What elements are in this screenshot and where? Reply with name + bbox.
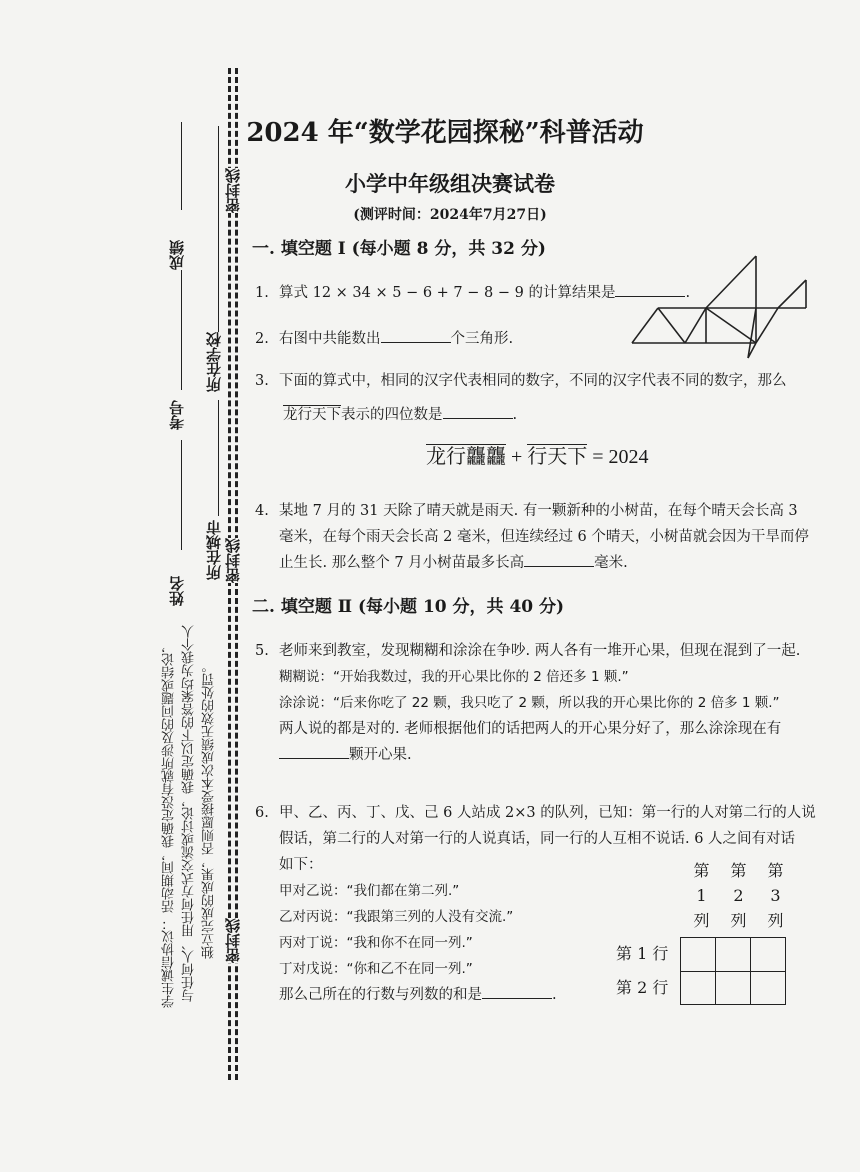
- paper-subtitle: 小学中年级组决赛试卷: [345, 171, 555, 196]
- seal-line-label-middle: 密封线: [224, 538, 242, 583]
- grid-cell: [716, 938, 751, 972]
- integrity-agreement-line-1: 学生诚信协议： 活动期间，我确定没有就所涉及的问题或结论，: [162, 640, 177, 1009]
- answer-blank[interactable]: [482, 984, 552, 999]
- integrity-agreement-line-3: 独立完成的成果，否则愿接受本次成绩无效的处罚。: [202, 660, 217, 959]
- question-5-line-2: 糊糊说：“开始我数过，我的开心果比你的 2 倍还多 1 颗.”: [279, 669, 629, 685]
- question-6-dialogue-2: 乙对丙说：“我跟第三列的人没有交流.”: [279, 909, 514, 925]
- col-header-num: 3: [770, 886, 781, 905]
- col-header-top: 第: [767, 861, 784, 880]
- question-number: 2.: [255, 331, 269, 347]
- grid-row-label-1: 第 1 行: [616, 944, 669, 963]
- city-blank-line: [218, 400, 219, 516]
- lineup-grid: [680, 937, 786, 1005]
- grid-row-label-2: 第 2 行: [616, 978, 669, 997]
- question-3-line-1: 下面的算式中，相同的汉字代表相同的数字，不同的汉字代表不同的数字，那么: [279, 373, 787, 389]
- col-header-num: 2: [733, 886, 744, 905]
- question-6-dialogue-3: 丙对丁说：“我和你不在同一列.”: [279, 935, 473, 951]
- name-blank-line: [181, 440, 182, 550]
- answer-blank[interactable]: [381, 328, 451, 343]
- test-time: (测评时间：2024年7月27日): [353, 207, 547, 223]
- integrity-agreement-line-2: 与任何人、用任何方式交流或讨论，我确定以下的答案均为我个人: [182, 625, 197, 1002]
- seal-line-label-top: 密封线: [224, 168, 242, 213]
- figure-edge: [632, 308, 658, 343]
- figure-edge: [658, 308, 685, 343]
- col-header-bottom: 列: [730, 911, 747, 930]
- grid-column-header-1: [683, 858, 720, 933]
- question-4-line-1: 某地 7 月的 31 天除了晴天就是雨天. 有一颗新种的小树苗，在每个晴天会长高 3: [279, 503, 798, 519]
- question-6-end: .: [552, 987, 557, 1003]
- q6-grid-figure: [616, 858, 794, 1005]
- question-3-word: 龙行天下: [283, 407, 341, 423]
- grid-cell: [681, 938, 716, 972]
- city-label: 所在城市: [205, 520, 223, 580]
- question-4-end: 毫米.: [594, 555, 628, 571]
- question-number: 3.: [255, 373, 269, 389]
- formula-left-term: 龙行龘龘: [426, 446, 506, 468]
- question-6-dialogue-4: 丁对戊说：“你和乙不在同一列.”: [279, 961, 473, 977]
- grid-column-header-3: [757, 858, 794, 933]
- triangle-figure: [628, 250, 810, 362]
- question-5-line-3: 涂涂说：“后来你吃了 22 颗，我只吃了 2 颗，所以我的开心果比你的 2 倍多 1 颗.”: [279, 695, 780, 711]
- exam-no-label: 考号: [168, 400, 186, 430]
- question-number: 5.: [255, 643, 269, 659]
- col-header-num: 1: [696, 886, 707, 905]
- grid-column-header-2: [720, 858, 757, 933]
- school-label: 所在学校: [205, 332, 223, 392]
- question-6-dialogue-1: 甲对乙说：“我们都在第二列.”: [279, 883, 460, 899]
- question-4: [255, 498, 815, 576]
- grid-row: [681, 971, 786, 1005]
- question-1-end: .: [685, 285, 691, 301]
- col-header-bottom: 列: [693, 911, 710, 930]
- question-5: [255, 638, 830, 768]
- answer-blank[interactable]: [279, 744, 349, 759]
- question-number: 4.: [255, 503, 269, 519]
- section-2-title: 二. 填空题 Ⅱ (每小题 10 分，共 40 分): [252, 597, 565, 617]
- formula-equals: = 2024: [592, 446, 649, 468]
- grid-cell: [751, 938, 786, 972]
- question-3: [255, 368, 815, 428]
- question-number: 1.: [255, 285, 269, 301]
- formula-right-term: 行天下: [527, 446, 588, 468]
- col-header-top: 第: [730, 861, 747, 880]
- question-6-line-2: 假话，第二行的人对第一行的人说真话，同一行的人互相不说话. 6 人之间有对话: [279, 831, 796, 847]
- answer-blank[interactable]: [443, 404, 513, 419]
- question-5-line-4: 两人说的都是对的. 老师根据他们的话把两人的开心果分好了，那么涂涂现在有: [279, 721, 782, 737]
- question-1-text: 算式 12 × 34 × 5 − 6 + 7 − 8 − 9 的计算结果是: [279, 285, 616, 301]
- answer-blank[interactable]: [524, 552, 594, 567]
- figure-edge: [706, 308, 756, 343]
- paper-title: 2024 年“数学花园探秘”科普活动: [246, 118, 644, 148]
- question-4-line-2: 毫米，在每个雨天会长高 2 毫米，但连续经过 6 个晴天，小树苗就会因为干旱而停: [279, 529, 809, 545]
- question-3-end: .: [512, 407, 518, 423]
- figure-edge: [706, 256, 756, 308]
- col-header-top: 第: [693, 861, 710, 880]
- figure-edge: [685, 308, 706, 343]
- question-3-line-2: 表示的四位数是: [341, 407, 443, 423]
- grid-cell: [716, 971, 751, 1005]
- question-number: 6.: [255, 805, 269, 821]
- school-blank-line: [218, 126, 219, 332]
- question-2-text-a: 右图中共能数出: [279, 331, 381, 347]
- seal-line-label-bottom: 密封线: [224, 918, 242, 963]
- question-6-ask: 那么己所在的行数与列数的和是: [279, 987, 482, 1003]
- formula-plus: +: [511, 446, 523, 468]
- figure-edge: [756, 308, 778, 343]
- grid-cell: [751, 971, 786, 1005]
- grid-cell: [681, 971, 716, 1005]
- question-1: [255, 280, 690, 306]
- question-6-line-3: 如下：: [279, 857, 323, 873]
- exam-no-blank-line: [181, 270, 182, 390]
- question-5-end: 颗开心果.: [349, 747, 412, 763]
- name-label: 姓名: [168, 576, 186, 606]
- question-5-line-1: 老师来到教室，发现糊糊和涂涂在争吵. 两人各有一堆开心果，但现在混到了一起.: [279, 643, 801, 659]
- question-6-line-1: 甲、乙、丙、丁、戊、己 6 人站成 2×3 的队列，已知：第一行的人对第二行的人说: [279, 805, 816, 821]
- question-4-line-3: 止生长. 那么整个 7 月小树苗最多长高: [279, 555, 525, 571]
- question-2: [255, 326, 513, 352]
- grid-row: [681, 938, 786, 972]
- question-3-formula: [426, 440, 649, 469]
- score-label: 成绩: [168, 240, 186, 270]
- col-header-bottom: 列: [767, 911, 784, 930]
- section-1-title: 一. 填空题 Ⅰ (每小题 8 分，共 32 分): [252, 239, 546, 259]
- figure-edge: [778, 280, 806, 308]
- question-2-text-b: 个三角形.: [450, 331, 514, 347]
